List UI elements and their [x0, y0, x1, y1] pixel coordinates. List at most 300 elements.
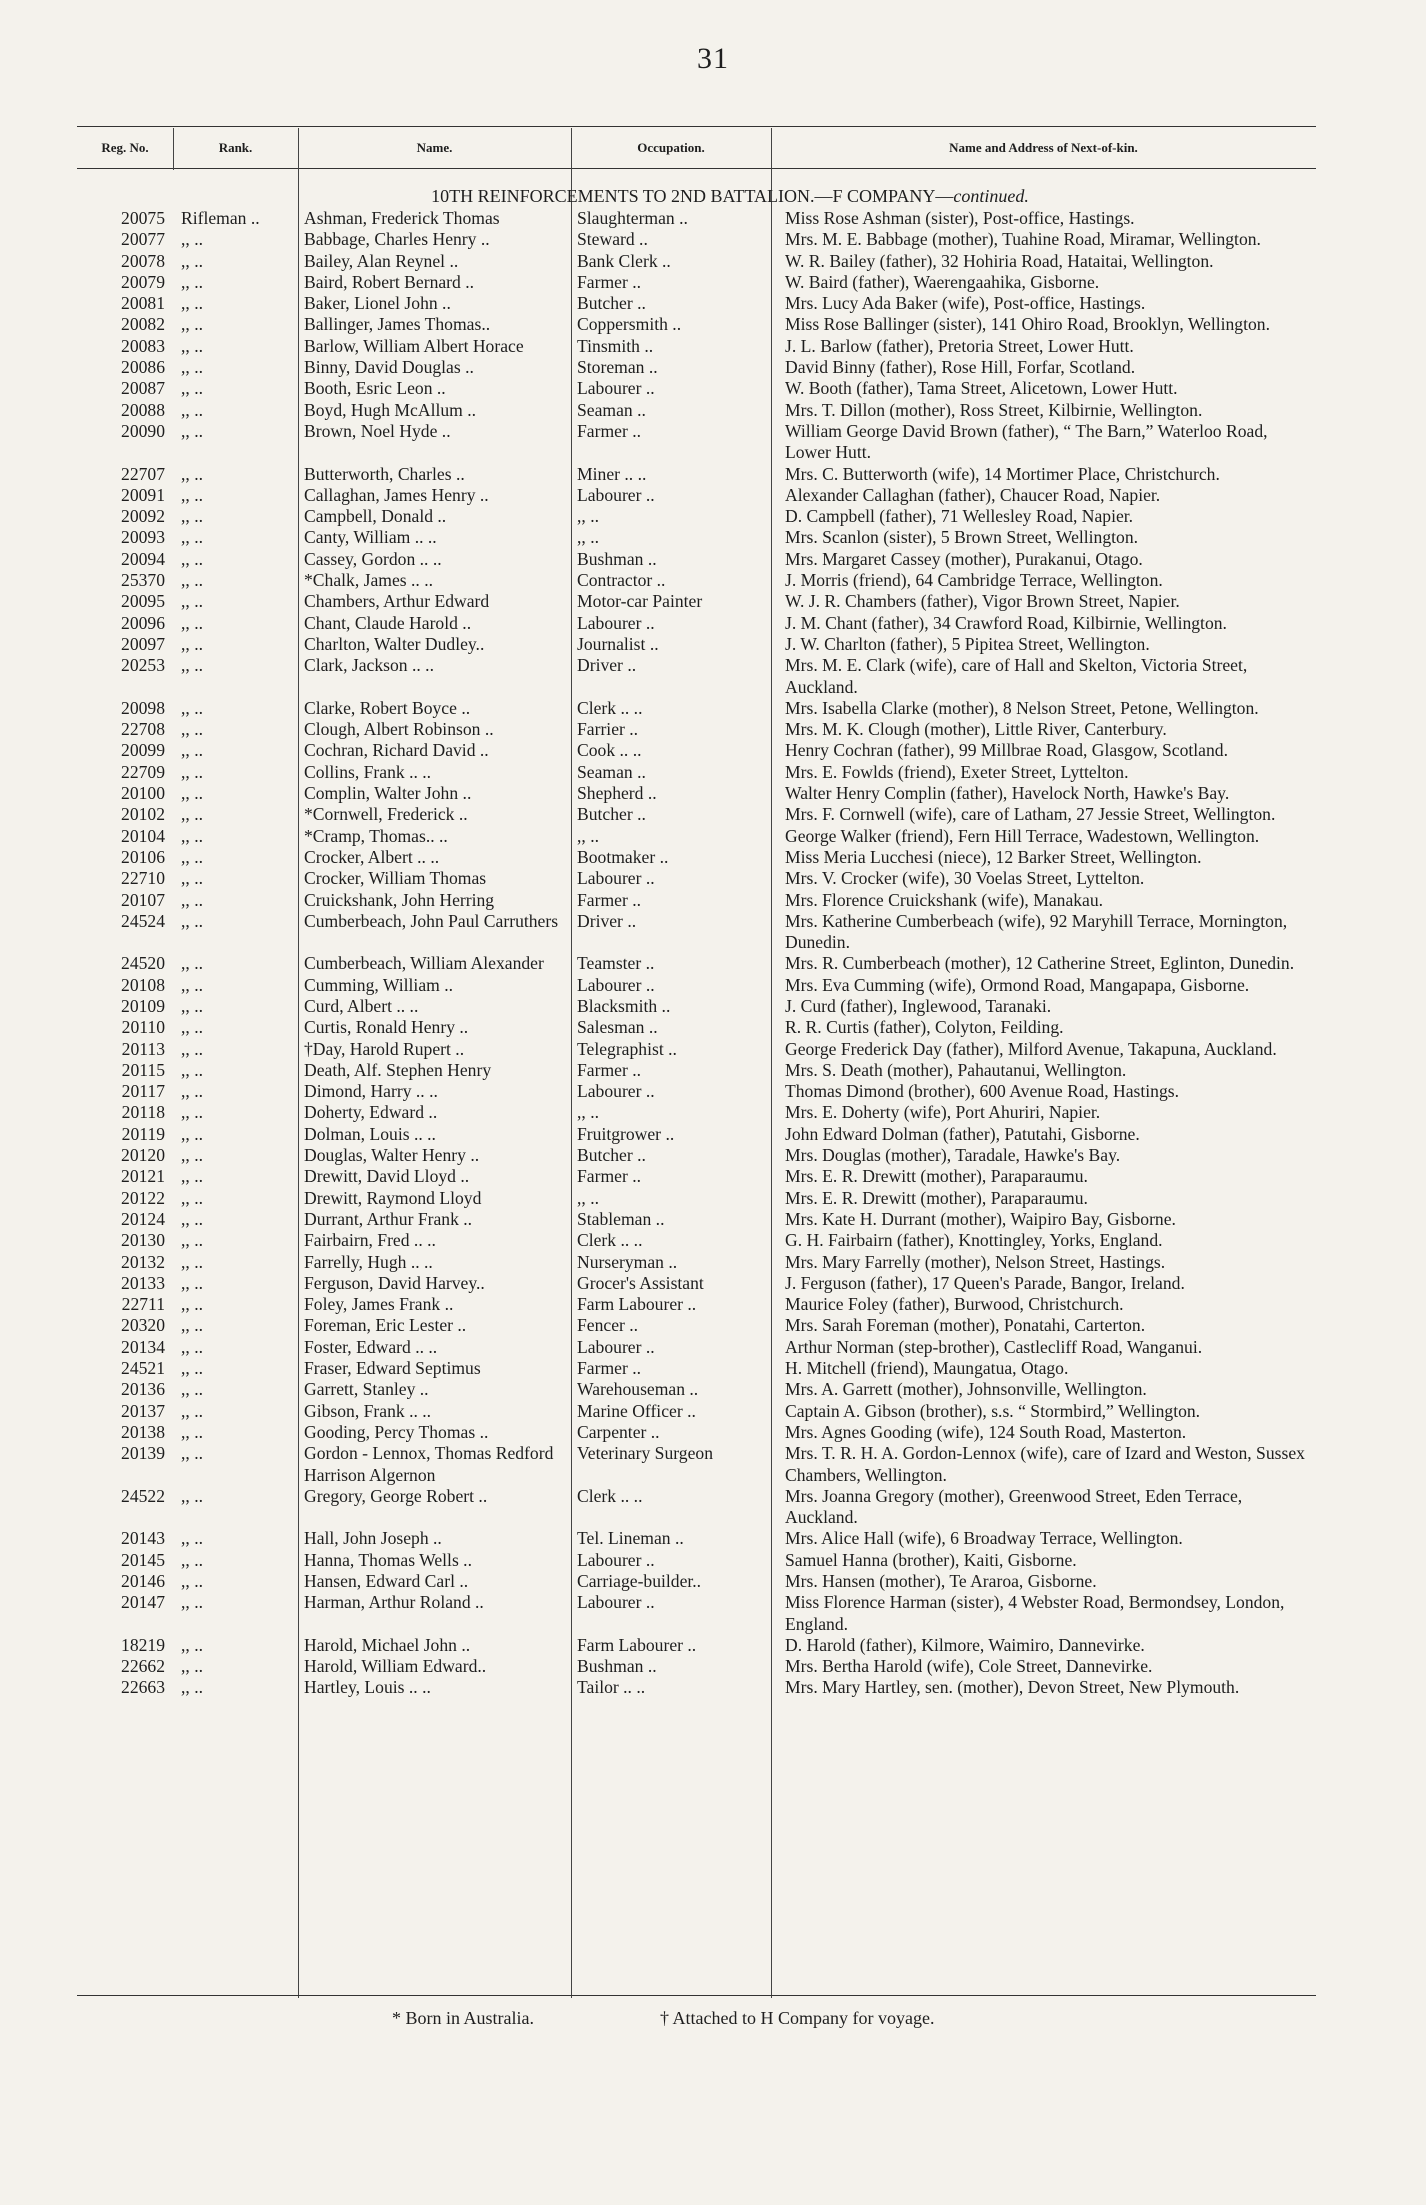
cell-occupation: Farmer ..: [577, 889, 642, 910]
cell-rank: ,, ..: [181, 229, 203, 250]
table-row: [77, 272, 1316, 293]
cell-reg-no: 20088: [121, 399, 165, 420]
cell-rank: ,, ..: [181, 1443, 203, 1464]
cell-name: Ballinger, James Thomas..: [304, 314, 491, 335]
table-row: [77, 975, 1316, 996]
cell-next-of-kin: Mrs. Alice Hall (wife), 6 Broadway Terrace, Wellington.: [785, 1528, 1183, 1549]
cell-rank: ,, ..: [181, 719, 203, 740]
cell-next-of-kin: Mrs. E. R. Drewitt (mother), Paraparaumu.: [785, 1187, 1088, 1208]
cell-occupation: Farm Labourer ..: [577, 1634, 697, 1655]
cell-occupation: Farm Labourer ..: [577, 1294, 697, 1315]
cell-reg-no: 22708: [121, 719, 165, 740]
cell-rank: ,, ..: [181, 1571, 203, 1591]
cell-rank: ,, ..: [181, 1166, 203, 1187]
cell-occupation: Slaughterman ..: [577, 208, 688, 228]
table-row: [77, 890, 1316, 911]
cell-next-of-kin: Arthur Norman (step-brother), Castlecliff Road, Wanganui.: [785, 1336, 1203, 1357]
cell-next-of-kin: Mrs. Florence Cruickshank (wife), Manakau.: [785, 889, 1104, 910]
cell-name: Binny, David Douglas ..: [304, 357, 474, 378]
cell-occupation: Farrier ..: [577, 719, 639, 740]
cell-rank: ,, ..: [181, 1081, 203, 1102]
cell-next-of-kin: J. W. Charlton (father), 5 Pipitea Street, Wellington.: [785, 633, 1150, 654]
cell-reg-no: 20082: [121, 314, 165, 335]
cell-reg-no: 20100: [121, 783, 165, 804]
cell-rank: ,, ..: [181, 846, 203, 867]
cell-name: Chambers, Arthur Edward: [304, 591, 490, 612]
cell-reg-no: 20122: [121, 1187, 165, 1208]
cell-reg-no: 22709: [121, 761, 165, 782]
cell-reg-no: 20099: [121, 740, 165, 761]
cell-rank: ,, ..: [181, 1230, 203, 1251]
cell-rank: ,, ..: [181, 740, 203, 761]
cell-occupation: Labourer ..: [577, 868, 655, 889]
cell-name: Cumming, William ..: [304, 974, 454, 995]
cell-reg-no: 20118: [121, 1102, 165, 1123]
cell-next-of-kin: Maurice Foley (father), Burwood, Christchurch.: [785, 1294, 1124, 1315]
cell-reg-no: 20093: [121, 527, 165, 548]
cell-name: Farrelly, Hugh .. ..: [304, 1251, 433, 1272]
cell-name: Gooding, Percy Thomas ..: [304, 1421, 489, 1442]
cell-name: Cumberbeach, John Paul Carruthers: [304, 910, 559, 931]
cell-rank: ,, ..: [181, 1358, 203, 1379]
table-row: [77, 1060, 1316, 1081]
cell-name: Hartley, Louis .. ..: [304, 1677, 431, 1698]
footnote-attached-h: † Attached to H Company for voyage.: [660, 2008, 935, 2028]
cell-rank: ,, ..: [181, 378, 203, 399]
table-row: [77, 1443, 1316, 1486]
cell-rank: ,, ..: [181, 612, 203, 633]
table-row: [77, 1635, 1316, 1656]
cell-name: Cumberbeach, William Alexander: [304, 953, 544, 974]
cell-reg-no: 20098: [121, 697, 165, 718]
cell-occupation: ,, ..: [577, 506, 599, 527]
cell-occupation: Tailor .. ..: [577, 1677, 646, 1698]
cell-rank: ,, ..: [181, 1038, 203, 1059]
cell-rank: ,, ..: [181, 293, 203, 314]
cell-reg-no: 20119: [121, 1123, 165, 1144]
cell-name: Booth, Esric Leon ..: [304, 378, 446, 399]
table-row: [77, 1230, 1316, 1251]
cell-occupation: Clerk .. ..: [577, 1230, 643, 1251]
cell-rank: ,, ..: [181, 761, 203, 782]
table-row: [77, 1102, 1316, 1123]
cell-next-of-kin: John Edward Dolman (father), Patutahi, Gisborne.: [785, 1123, 1140, 1144]
cell-occupation: Contractor ..: [577, 570, 666, 591]
cell-rank: ,, ..: [181, 1634, 203, 1655]
table-row: [77, 1273, 1316, 1294]
cell-next-of-kin: Mrs. T. R. H. A. Gordon-Lennox (wife), care of Izard and Weston, Sussex Chambers, Wellington.: [785, 1443, 1305, 1485]
cell-occupation: Bushman ..: [577, 1656, 657, 1677]
cell-reg-no: 24524: [121, 910, 165, 931]
cell-reg-no: 20120: [121, 1145, 165, 1166]
cell-occupation: Nurseryman ..: [577, 1251, 678, 1272]
cell-reg-no: 20132: [121, 1251, 165, 1272]
table-row: [77, 996, 1316, 1017]
cell-next-of-kin: David Binny (father), Rose Hill, Forfar, Scotland.: [785, 357, 1136, 378]
roll-table: [77, 208, 1316, 1699]
table-row: [77, 804, 1316, 825]
cell-occupation: Cook .. ..: [577, 740, 642, 761]
cell-rank: ,, ..: [181, 357, 203, 378]
cell-reg-no: 20106: [121, 846, 165, 867]
cell-rank: ,, ..: [181, 995, 203, 1016]
cell-occupation: Motor-car Painter: [577, 591, 703, 612]
cell-occupation: Bank Clerk ..: [577, 250, 671, 271]
cell-rank: ,, ..: [181, 889, 203, 910]
cell-reg-no: 20134: [121, 1336, 165, 1357]
cell-occupation: Farmer ..: [577, 1358, 642, 1379]
cell-name: Crocker, William Thomas: [304, 868, 487, 889]
cell-name: Gregory, George Robert ..: [304, 1485, 488, 1506]
cell-name: *Chalk, James .. ..: [304, 570, 434, 591]
cell-name: Doherty, Edward ..: [304, 1102, 438, 1123]
cell-next-of-kin: George Walker (friend), Fern Hill Terrace, Wadestown, Wellington.: [785, 825, 1260, 846]
cell-name: Foreman, Eric Lester ..: [304, 1315, 467, 1336]
cell-occupation: Carriage-builder..: [577, 1571, 702, 1591]
cell-next-of-kin: Mrs. E. Fowlds (friend), Exeter Street, Lyttelton.: [785, 761, 1129, 782]
cell-name: Brown, Noel Hyde ..: [304, 420, 451, 441]
header-top-rule: [77, 126, 1316, 127]
cell-name: *Cornwell, Frederick ..: [304, 804, 468, 825]
cell-rank: ,, ..: [181, 974, 203, 995]
cell-name: Collins, Frank .. ..: [304, 761, 432, 782]
cell-occupation: ,, ..: [577, 1187, 599, 1208]
table-row: [77, 421, 1316, 464]
cell-rank: ,, ..: [181, 1294, 203, 1315]
cell-next-of-kin: J. L. Barlow (father), Pretoria Street, Lower Hutt.: [785, 335, 1134, 356]
cell-reg-no: 24520: [121, 953, 165, 974]
cell-name: Butterworth, Charles ..: [304, 463, 465, 484]
header-rank: Rank.: [218, 140, 253, 155]
cell-next-of-kin: Mrs. M. E. Clark (wife), care of Hall and Skelton, Victoria Street, Auckland.: [785, 655, 1248, 697]
table-row: [77, 613, 1316, 634]
cell-occupation: Steward ..: [577, 229, 648, 250]
cell-reg-no: 20092: [121, 506, 165, 527]
header-name: Name.: [416, 140, 453, 155]
table-row: [77, 1039, 1316, 1060]
cell-rank: ,, ..: [181, 1059, 203, 1080]
cell-occupation: Farmer ..: [577, 420, 642, 441]
cell-next-of-kin: Mrs. Sarah Foreman (mother), Ponatahi, Carterton.: [785, 1315, 1146, 1336]
cell-reg-no: 20081: [121, 293, 165, 314]
cell-name: Clough, Albert Robinson ..: [304, 719, 494, 740]
cell-reg-no: 20139: [121, 1443, 165, 1464]
cell-next-of-kin: H. Mitchell (friend), Maungatua, Otago.: [785, 1358, 1069, 1379]
cell-reg-no: 20090: [121, 420, 165, 441]
cell-name: Baker, Lionel John ..: [304, 293, 451, 314]
cell-name: †Day, Harold Rupert ..: [304, 1038, 465, 1059]
cell-occupation: Bushman ..: [577, 548, 657, 569]
cell-name: Cochran, Richard David ..: [304, 740, 489, 761]
cell-occupation: Farmer ..: [577, 1166, 642, 1187]
cell-reg-no: 20121: [121, 1166, 165, 1187]
cell-reg-no: 20102: [121, 804, 165, 825]
cell-rank: ,, ..: [181, 335, 203, 356]
cell-next-of-kin: Mrs. S. Death (mother), Pahautanui, Wellington.: [785, 1059, 1127, 1080]
cell-next-of-kin: Mrs. R. Cumberbeach (mother), 12 Catherine Street, Eglinton, Dunedin.: [785, 953, 1295, 974]
table-row: [77, 570, 1316, 591]
cell-occupation: Farmer ..: [577, 1059, 642, 1080]
cell-rank: ,, ..: [181, 250, 203, 271]
table-row: [77, 1528, 1316, 1549]
cell-next-of-kin: J. Ferguson (father), 17 Queen's Parade, Bangor, Ireland.: [785, 1272, 1185, 1293]
cell-rank: ,, ..: [181, 1677, 203, 1698]
cell-rank: ,, ..: [181, 506, 203, 527]
cell-next-of-kin: D. Harold (father), Kilmore, Waimiro, Dannevirke.: [785, 1634, 1145, 1655]
table-row: [77, 591, 1316, 612]
cell-rank: ,, ..: [181, 484, 203, 505]
cell-reg-no: 20115: [121, 1059, 165, 1080]
cell-rank: ,, ..: [181, 655, 203, 676]
cell-occupation: Shepherd ..: [577, 783, 657, 804]
cell-next-of-kin: Mrs. F. Cornwell (wife), care of Latham, 27 Jessie Street, Wellington.: [785, 804, 1276, 825]
cell-name: Cruickshank, John Herring: [304, 889, 495, 910]
cell-occupation: Labourer ..: [577, 484, 655, 505]
table-row: [77, 911, 1316, 954]
table-row: [77, 1166, 1316, 1187]
cell-rank: ,, ..: [181, 1102, 203, 1123]
cell-next-of-kin: J. M. Chant (father), 34 Crawford Road, Kilbirnie, Wellington.: [785, 612, 1227, 633]
cell-occupation: Telegraphist ..: [577, 1038, 677, 1059]
table-row: [77, 953, 1316, 974]
cell-occupation: Labourer ..: [577, 1336, 655, 1357]
cell-rank: ,, ..: [181, 783, 203, 804]
cell-name: Dimond, Harry .. ..: [304, 1081, 438, 1102]
table-row: [77, 549, 1316, 570]
cell-rank: ,, ..: [181, 1549, 203, 1570]
cell-rank: ,, ..: [181, 1379, 203, 1400]
table-row: [77, 251, 1316, 272]
cell-name: Drewitt, Raymond Lloyd: [304, 1187, 482, 1208]
table-row: [77, 336, 1316, 357]
cell-name: Fairbairn, Fred .. ..: [304, 1230, 436, 1251]
cell-next-of-kin: W. Baird (father), Waerengaahika, Gisborne.: [785, 271, 1100, 292]
header-reg-no: Reg. No.: [101, 140, 149, 155]
cell-rank: ,, ..: [181, 1528, 203, 1549]
section-title-text: 10TH REINFORCEMENTS TO 2ND BATTALION.—F COMPANY—: [431, 186, 954, 206]
cell-reg-no: 20113: [121, 1038, 165, 1059]
table-row: [77, 506, 1316, 527]
cell-next-of-kin: W. R. Bailey (father), 32 Hohiria Road, Hataitai, Wellington.: [785, 250, 1214, 271]
table-row: [77, 1315, 1316, 1336]
table-row: [77, 1337, 1316, 1358]
cell-reg-no: 20133: [121, 1272, 165, 1293]
cell-name: Foley, James Frank ..: [304, 1294, 454, 1315]
cell-occupation: Storeman ..: [577, 357, 658, 378]
cell-reg-no: 25370: [121, 570, 165, 591]
section-title: [300, 186, 1160, 207]
cell-name: Clarke, Robert Boyce ..: [304, 697, 471, 718]
cell-reg-no: 20136: [121, 1379, 165, 1400]
table-row: [77, 1252, 1316, 1273]
cell-rank: ,, ..: [181, 591, 203, 612]
cell-next-of-kin: Mrs. Mary Farrelly (mother), Nelson Street, Hastings.: [785, 1251, 1166, 1272]
cell-next-of-kin: Mrs. Douglas (mother), Taradale, Hawke's Bay.: [785, 1145, 1121, 1166]
cell-name: Durrant, Arthur Frank ..: [304, 1208, 473, 1229]
cell-next-of-kin: J. Morris (friend), 64 Cambridge Terrace, Wellington.: [785, 570, 1163, 591]
page-number: 31: [697, 42, 729, 75]
table-row: [77, 1486, 1316, 1529]
table-row: [77, 826, 1316, 847]
cell-occupation: Veterinary Surgeon: [577, 1443, 713, 1464]
cell-rank: ,, ..: [181, 910, 203, 931]
table-row: [77, 634, 1316, 655]
cell-next-of-kin: Mrs. Kate H. Durrant (mother), Waipiro Bay, Gisborne.: [785, 1208, 1176, 1229]
cell-reg-no: 20143: [121, 1528, 165, 1549]
cell-reg-no: 20253: [121, 655, 165, 676]
table-row: [77, 293, 1316, 314]
table-row: [77, 1188, 1316, 1209]
table-row: [77, 1379, 1316, 1400]
cell-occupation: Miner .. ..: [577, 463, 647, 484]
cell-next-of-kin: D. Campbell (father), 71 Wellesley Road, Napier.: [785, 506, 1134, 527]
cell-occupation: Farmer ..: [577, 271, 642, 292]
cell-reg-no: 22707: [121, 463, 165, 484]
cell-occupation: Seaman ..: [577, 399, 646, 420]
cell-rank: ,, ..: [181, 527, 203, 548]
cell-next-of-kin: Mrs. V. Crocker (wife), 30 Voelas Street, Lyttelton.: [785, 868, 1145, 889]
table-row: [77, 1677, 1316, 1698]
cell-name: Campbell, Donald ..: [304, 506, 447, 527]
table-row: [77, 1294, 1316, 1315]
cell-next-of-kin: Mrs. M. K. Clough (mother), Little River, Canterbury.: [785, 719, 1167, 740]
cell-next-of-kin: Mrs. Eva Cumming (wife), Ormond Road, Mangapapa, Gisborne.: [785, 974, 1250, 995]
cell-rank: ,, ..: [181, 420, 203, 441]
cell-occupation: Labourer ..: [577, 1592, 655, 1613]
cell-occupation: Labourer ..: [577, 378, 655, 399]
cell-occupation: Seaman ..: [577, 761, 646, 782]
cell-occupation: Fruitgrower ..: [577, 1123, 675, 1144]
table-row: [77, 1401, 1316, 1422]
cell-occupation: Bootmaker ..: [577, 846, 669, 867]
cell-next-of-kin: Mrs. C. Butterworth (wife), 14 Mortimer Place, Christchurch.: [785, 463, 1220, 484]
cell-reg-no: 20130: [121, 1230, 165, 1251]
table-row: [77, 868, 1316, 889]
cell-occupation: Coppersmith ..: [577, 314, 682, 335]
cell-next-of-kin: William George David Brown (father), “ The Barn,” Waterloo Road, Lower Hutt.: [785, 420, 1268, 463]
cell-next-of-kin: Henry Cochran (father), 99 Millbrae Road, Glasgow, Scotland.: [785, 740, 1228, 761]
cell-next-of-kin: Mrs. Isabella Clarke (mother), 8 Nelson Street, Petone, Wellington.: [785, 697, 1259, 718]
cell-occupation: Labourer ..: [577, 1549, 655, 1570]
cell-name: Clark, Jackson .. ..: [304, 655, 434, 676]
cell-next-of-kin: J. Curd (father), Inglewood, Taranaki.: [785, 995, 1052, 1016]
cell-rank: ,, ..: [181, 463, 203, 484]
cell-occupation: ,, ..: [577, 1102, 599, 1123]
cell-reg-no: 20104: [121, 825, 165, 846]
table-row: [77, 464, 1316, 485]
cell-occupation: Marine Officer ..: [577, 1400, 696, 1421]
cell-reg-no: 20087: [121, 378, 165, 399]
cell-occupation: Stableman ..: [577, 1208, 665, 1229]
table-bottom-rule: [77, 1995, 1316, 1996]
table-row: [77, 698, 1316, 719]
cell-rank: ,, ..: [181, 633, 203, 654]
cell-reg-no: 20110: [121, 1017, 165, 1038]
cell-occupation: Driver ..: [577, 910, 637, 931]
cell-reg-no: 22710: [121, 868, 165, 889]
cell-next-of-kin: Mrs. T. Dillon (mother), Ross Street, Kilbirnie, Wellington.: [785, 399, 1203, 420]
cell-name: Fraser, Edward Septimus: [304, 1358, 481, 1379]
cell-name: Hansen, Edward Carl ..: [304, 1571, 469, 1591]
cell-rank: ,, ..: [181, 570, 203, 591]
table-row: [77, 719, 1316, 740]
cell-occupation: Butcher ..: [577, 1145, 646, 1166]
cell-reg-no: 20107: [121, 889, 165, 910]
cell-name: Harman, Arthur Roland ..: [304, 1592, 484, 1613]
table-row: [77, 1209, 1316, 1230]
cell-next-of-kin: Alexander Callaghan (father), Chaucer Road, Napier.: [785, 484, 1161, 505]
cell-occupation: Clerk .. ..: [577, 1485, 643, 1506]
table-row: [77, 485, 1316, 506]
column-divider: [173, 128, 174, 170]
cell-reg-no: 20146: [121, 1571, 165, 1591]
cell-name: Boyd, Hugh McAllum ..: [304, 399, 477, 420]
table-row: [77, 1145, 1316, 1166]
table-row: [77, 847, 1316, 868]
cell-name: Bailey, Alan Reynel ..: [304, 250, 459, 271]
table-row: [77, 208, 1316, 229]
cell-reg-no: 20077: [121, 229, 165, 250]
cell-rank: ,, ..: [181, 1592, 203, 1613]
cell-name: Curd, Albert .. ..: [304, 995, 419, 1016]
cell-occupation: Carpenter ..: [577, 1421, 660, 1442]
cell-name: Crocker, Albert .. ..: [304, 846, 440, 867]
cell-reg-no: 20079: [121, 271, 165, 292]
cell-next-of-kin: G. H. Fairbairn (father), Knottingley, Yorks, England.: [785, 1230, 1163, 1251]
cell-name: Foster, Edward .. ..: [304, 1336, 438, 1357]
cell-rank: ,, ..: [181, 1123, 203, 1144]
cell-name: Charlton, Walter Dudley..: [304, 633, 485, 654]
cell-occupation: Butcher ..: [577, 804, 646, 825]
cell-reg-no: 22663: [121, 1677, 165, 1698]
cell-next-of-kin: Mrs. E. R. Drewitt (mother), Paraparaumu.: [785, 1166, 1088, 1187]
cell-next-of-kin: Miss Rose Ballinger (sister), 141 Ohiro Road, Brooklyn, Wellington.: [785, 314, 1270, 335]
cell-next-of-kin: W. Booth (father), Tama Street, Alicetown, Lower Hutt.: [785, 378, 1178, 399]
cell-occupation: Warehouseman ..: [577, 1379, 699, 1400]
cell-rank: ,, ..: [181, 1656, 203, 1677]
cell-reg-no: 24521: [121, 1358, 165, 1379]
cell-reg-no: 20145: [121, 1549, 165, 1570]
cell-next-of-kin: Mrs. Lucy Ada Baker (wife), Post-office, Hastings.: [785, 293, 1146, 314]
table-row: [77, 1358, 1316, 1379]
cell-occupation: Labourer ..: [577, 974, 655, 995]
cell-name: Douglas, Walter Henry ..: [304, 1145, 480, 1166]
cell-next-of-kin: Miss Meria Lucchesi (niece), 12 Barker Street, Wellington.: [785, 846, 1202, 867]
cell-name: Death, Alf. Stephen Henry: [304, 1059, 492, 1080]
cell-reg-no: 20109: [121, 995, 165, 1016]
cell-occupation: Butcher ..: [577, 293, 646, 314]
table-row: [77, 1550, 1316, 1571]
table-row: [77, 378, 1316, 399]
cell-occupation: Teamster ..: [577, 953, 655, 974]
table-row: [77, 740, 1316, 761]
cell-name: Baird, Robert Bernard ..: [304, 271, 475, 292]
cell-reg-no: 20075: [121, 208, 165, 228]
cell-rank: ,, ..: [181, 953, 203, 974]
footnote-born-australia: * Born in Australia.: [392, 2008, 534, 2028]
table-row: [77, 314, 1316, 335]
cell-next-of-kin: Mrs. Scanlon (sister), 5 Brown Street, Wellington.: [785, 527, 1139, 548]
cell-occupation: Labourer ..: [577, 612, 655, 633]
cell-rank: ,, ..: [181, 804, 203, 825]
cell-name: Chant, Claude Harold ..: [304, 612, 472, 633]
cell-reg-no: 20078: [121, 250, 165, 271]
cell-rank: ,, ..: [181, 314, 203, 335]
cell-occupation: Blacksmith ..: [577, 995, 671, 1016]
table-row: [77, 1422, 1316, 1443]
cell-next-of-kin: Mrs. Joanna Gregory (mother), Greenwood Street, Eden Terrace, Auckland.: [785, 1485, 1243, 1528]
cell-next-of-kin: Mrs. Katherine Cumberbeach (wife), 92 Maryhill Terrace, Mornington, Dunedin.: [785, 910, 1288, 953]
